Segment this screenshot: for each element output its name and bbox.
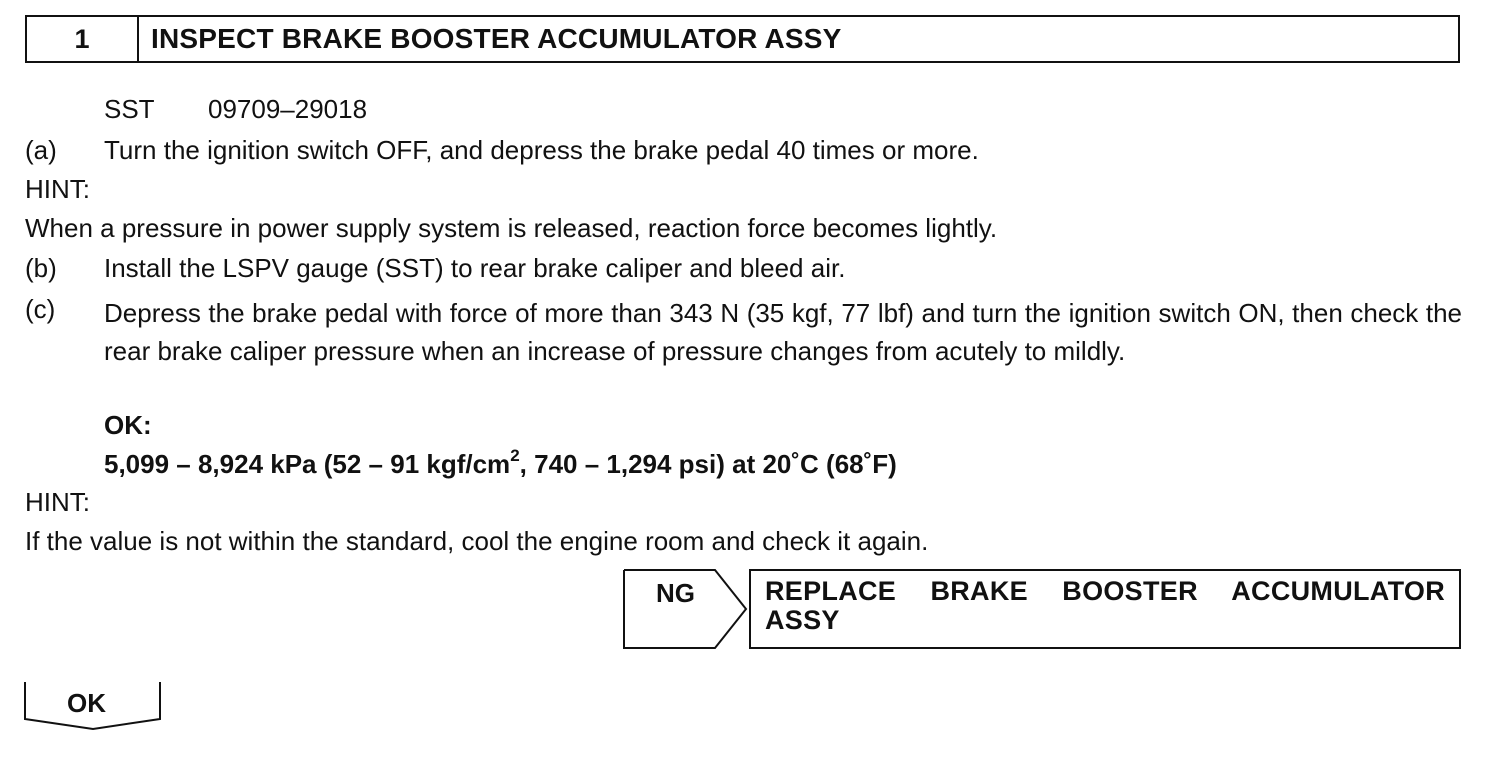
hint-1-text: When a pressure in power supply system is released, reaction force becomes lightly. [25,213,998,243]
hint-1-label: HINT: [25,174,90,204]
item-b-marker: (b) [25,253,57,283]
spec-ok-label: OK: [104,410,152,440]
item-a-marker: (a) [25,135,57,165]
ng-action-box [749,569,1461,649]
sst-label: SST [104,94,155,124]
sst-number: 09709–29018 [208,94,368,124]
step-header [25,15,1460,63]
ng-label: NG [656,578,695,608]
step-title: INSPECT BRAKE BOOSTER ACCUMULATOR ASSY [151,23,842,54]
hint-2-label: HINT: [25,487,90,517]
item-c-marker: (c) [25,294,56,324]
spec-value-part-2: , 740 – 1,294 psi) at 20˚C (68˚F) [519,449,897,479]
spec-value-superscript: 2 [510,446,520,466]
spec-value [104,446,897,479]
item-b-text: Install the LSPV gauge (SST) to rear brake caliper and bleed air. [104,253,846,283]
item-c-text: Depress the brake pedal with force of more than 343 N (35 kgf, 77 lbf) and turn the ignition switch ON, then check the rear brake caliper pressure when an increase of pressure changes from acutely to mildly. [104,298,1462,366]
ng-action-text: REPLACE BRAKE BOOSTER ACCUMULATOR ASSY [765,576,1445,635]
item-a-text: Turn the ignition switch OFF, and depress the brake pedal 40 times or more. [104,135,979,165]
step-number: 1 [27,17,139,61]
spec-value-part-1: 5,099 – 8,924 kPa (52 – 91 kgf/cm [104,449,511,479]
ok-label: OK [67,688,106,718]
hint-2-text: If the value is not within the standard, cool the engine room and check it again. [25,526,929,556]
